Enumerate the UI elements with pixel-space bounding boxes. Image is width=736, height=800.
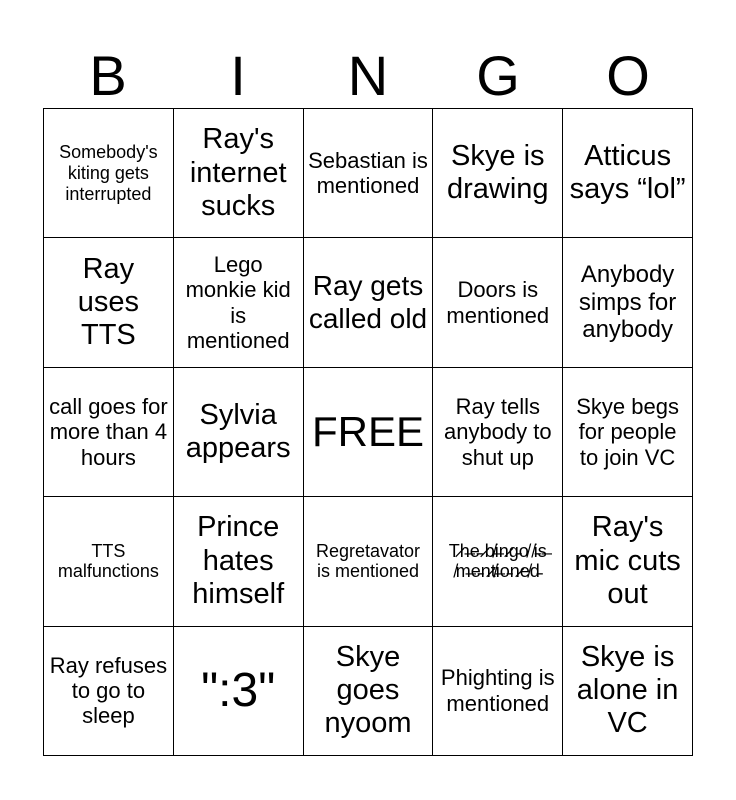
bingo-cell[interactable]: Regretavator is mentioned [304, 497, 434, 626]
free-space-cell[interactable]: FREE [304, 368, 434, 497]
bingo-cell[interactable]: Phighting is mentioned [433, 627, 563, 756]
bingo-cell[interactable]: Sebastian is mentioned [304, 109, 434, 238]
header-letter-n: N [347, 44, 389, 107]
bingo-cell[interactable]: Lego monkie kid is mentioned [174, 238, 304, 367]
header-letter-o: O [606, 44, 650, 107]
bingo-cell[interactable]: Anybody simps for anybody [563, 238, 693, 367]
bingo-cell[interactable]: Skye is drawing [433, 109, 563, 238]
bingo-header [43, 44, 693, 108]
bingo-cell[interactable]: Somebody's kiting gets interrupted [44, 109, 174, 238]
bingo-cell[interactable]: Doors is mentioned [433, 238, 563, 367]
header-letter-i: I [230, 44, 246, 107]
bingo-cell[interactable]: Ray refuses to go to sleep [44, 627, 174, 756]
bingo-grid [43, 108, 693, 756]
bingo-cell[interactable]: T̷h̶e̵ ̷b̸i̶n̷g̵o̸ ̸i̵s̶ ̸m̶e̵n̷t̸i̶o̵n̷e̸d̵ [433, 497, 563, 626]
bingo-cell[interactable]: Ray uses TTS [44, 238, 174, 367]
bingo-cell[interactable]: Sylvia appears [174, 368, 304, 497]
header-letter-g: G [476, 44, 520, 107]
header-letter-b: B [89, 44, 127, 107]
bingo-cell[interactable]: Prince hates himself [174, 497, 304, 626]
bingo-cell[interactable]: Skye goes nyoom [304, 627, 434, 756]
bingo-cell[interactable]: Ray's internet sucks [174, 109, 304, 238]
bingo-cell[interactable]: Skye begs for people to join VC [563, 368, 693, 497]
bingo-cell[interactable]: Skye is alone in VC [563, 627, 693, 756]
bingo-cell[interactable]: call goes for more than 4 hours [44, 368, 174, 497]
bingo-cell[interactable]: Ray gets called old [304, 238, 434, 367]
bingo-cell[interactable]: ":3" [174, 627, 304, 756]
bingo-cell[interactable]: Atticus says “lol” [563, 109, 693, 238]
bingo-cell[interactable]: TTS malfunctions [44, 497, 174, 626]
bingo-cell[interactable]: Ray tells anybody to shut up [433, 368, 563, 497]
bingo-cell[interactable]: Ray's mic cuts out [563, 497, 693, 626]
